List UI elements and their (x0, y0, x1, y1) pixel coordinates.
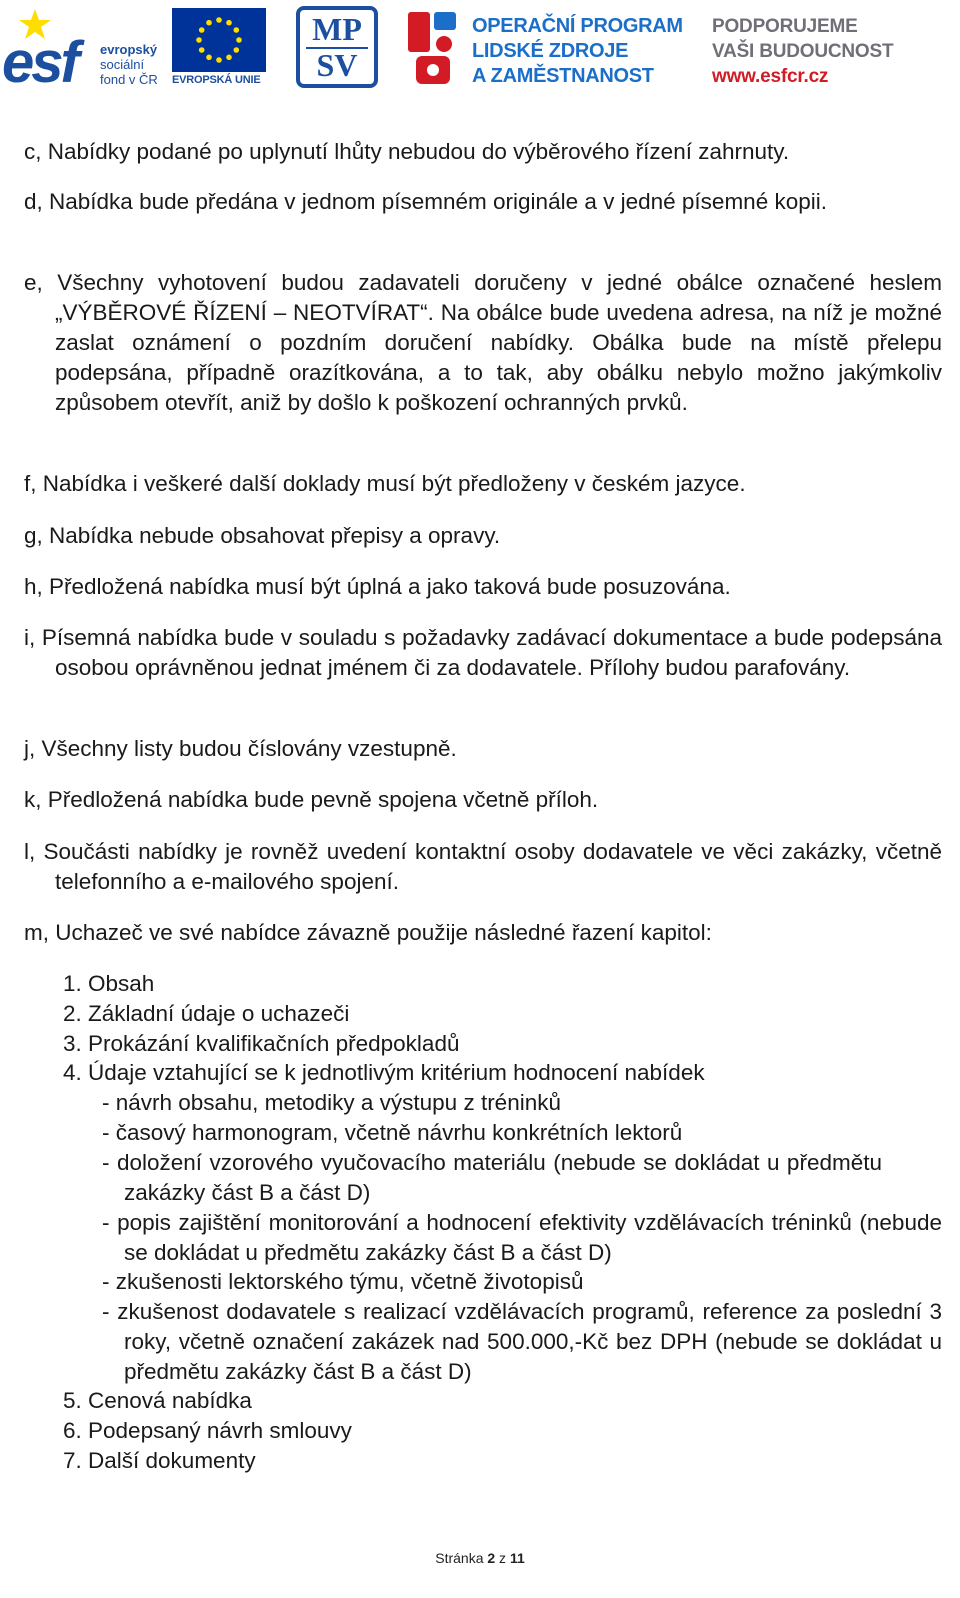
page-footer (0, 1550, 960, 1566)
item-k: k, Předložená nabídka bude pevně spojena včetně příloh. (24, 787, 599, 812)
esf-caption-line3: fond v ČR (100, 72, 158, 87)
chapter-4-subitem: - popis zajištění monitorování a hodnocení efektivity vzdělávacích tréninků (nebude se dokládat u předmětu zakázky část B a část D) (102, 1210, 942, 1265)
item-i: i, Písemná nabídka bude v souladu s požadavky zadávací dokumentace a bude podepsána osobou oprávněnou jednat jménem či za dodavatele. Přílohy budou parafovány. (24, 625, 942, 680)
support-line2: VAŠI BUDOUCNOST (712, 41, 894, 62)
support-line1: PODPORUJEME (712, 16, 858, 37)
esf-logo-caption (100, 42, 158, 87)
page-header (0, 0, 960, 100)
op-line3: A ZAMĚSTNANOST (472, 65, 654, 87)
chapter-5: 5. Cenová nabídka (63, 1388, 252, 1413)
item-g: g, Nabídka nebude obsahovat přepisy a opravy. (24, 523, 501, 548)
current-page-number: 2 (487, 1550, 496, 1566)
eu-logo (172, 8, 266, 92)
chapter-4-subitem: - doložení vzorového vyučovacího materiálu (nebude se dokládat u předmětu zakázky část B a část D) (102, 1150, 882, 1205)
item-e: e, Všechny vyhotovení budou zadavateli doručeny v jedné obálce označené heslem „VÝBĚROVÉ ŘÍZENÍ – NEOTVÍRAT“. Na obálce bude uvedena adresa, na níž je možné zaslat oznámení o pozdním doručení nabídky. Obálka bude na místě přelepu podepsána, případně orazítkována, a to tak, aby obálku nebylo možno jakýmkoliv způsobem otevřít, aniž by došlo k poškození ochranných prvků. (24, 270, 942, 415)
page-number-separator: z (495, 1550, 510, 1566)
mpsv-logo (296, 6, 378, 88)
chapter-4-subitem: - zkušenosti lektorského týmu, včetně životopisů (102, 1269, 584, 1294)
op-line1: OPERAČNÍ PROGRAM (472, 15, 683, 37)
chapter-4-subitem: - návrh obsahu, metodiky a výstupu z tréninků (102, 1090, 561, 1115)
support-slogan (712, 14, 942, 89)
esf-caption-line1: evropský (100, 42, 158, 57)
chapter-4-subitem: - zkušenost dodavatele s realizací vzdělávacích programů, reference za poslední 3 roky, včetně označení zakázek nad 500.000,-Kč bez DPH (nebude se dokládat u předmětu zakázky část B a část D) (102, 1299, 942, 1384)
chapter-7: 7. Další dokumenty (63, 1448, 256, 1473)
item-d: d, Nabídka bude předána v jednom písemném originále a v jedné písemné kopii. (24, 189, 827, 214)
esf-logo (2, 8, 162, 95)
item-j: j, Všechny listy budou číslovány vzestupně. (24, 736, 457, 761)
mpsv-logo-bottom: SV (316, 47, 358, 83)
item-l: l, Součásti nabídky je rovněž uvedení kontaktní osoby dodavatele ve věci zakázky, včetně telefonního a e-mailového spojení. (24, 839, 942, 894)
chapter-1: 1. Obsah (63, 971, 155, 996)
chapter-3: 3. Prokázání kvalifikačních předpokladů (63, 1031, 460, 1056)
page-number-prefix: Stránka (435, 1550, 488, 1566)
eu-caption: EVROPSKÁ UNIE (172, 74, 261, 86)
total-page-count: 11 (509, 1550, 525, 1566)
op-lz-figure-icon (406, 8, 464, 88)
chapter-4: 4. Údaje vztahující se k jednotlivým kritérium hodnocení nabídek (63, 1060, 705, 1085)
chapter-4-subitem: - časový harmonogram, včetně návrhu konkrétních lektorů (102, 1120, 683, 1145)
chapter-2: 2. Základní údaje o uchazeči (63, 1001, 350, 1026)
op-line2: LIDSKÉ ZDROJE (472, 40, 629, 62)
item-m: m, Uchazeč ve své nabídce závazně použije následné řazení kapitol: (24, 920, 712, 945)
mpsv-logo-top: MP (312, 11, 362, 47)
support-url: www.esfcr.cz (712, 66, 829, 87)
esf-caption-line2: sociální (100, 57, 145, 72)
chapter-6: 6. Podepsaný návrh smlouvy (63, 1418, 352, 1443)
eu-flag-icon (172, 8, 266, 72)
item-f: f, Nabídka i veškeré další doklady musí být předloženy v českém jazyce. (24, 471, 746, 496)
op-lz-logo-text (472, 14, 702, 89)
item-h: h, Předložená nabídka musí být úplná a jako taková bude posuzována. (24, 574, 731, 599)
item-c: c, Nabídky podané po uplynutí lhůty nebudou do výběrového řízení zahrnuty. (24, 139, 790, 164)
esf-logo-mark: esf (2, 30, 77, 95)
